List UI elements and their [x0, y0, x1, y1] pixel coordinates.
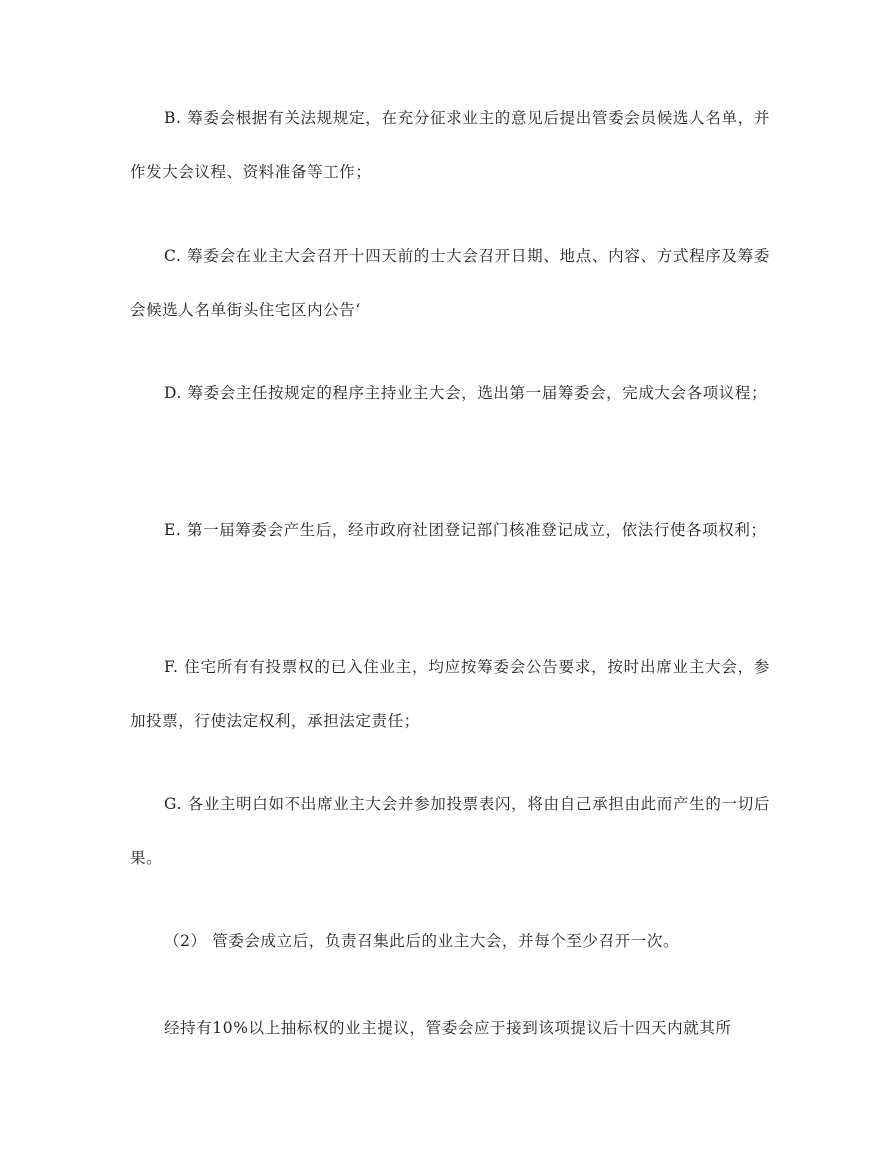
paragraph-f: F. 住宅所有有投票权的已入住业主，均应按筹委会公告要求，按时出席业主大会，参加投票，行使法定权利，承担法定责任； — [130, 658, 770, 730]
paragraph-section-2: （2） 管委会成立后，负责召集此后的业主大会，并每个至少召开一次。 — [164, 932, 680, 950]
paragraph-d: D. 筹委会主任按规定的程序主持业主大会，选出第一届筹委会，完成大会各项议程； — [164, 384, 768, 402]
paragraph-continuation: 经持有10%以上抽标权的业主提议，管委会应于接到该项提议后十四天内就其所 — [164, 1019, 732, 1037]
paragraph-g: G. 各业主明白如不出席业主大会并参加投票表闪，将由自己承担由此而产生的一切后果。 — [130, 795, 770, 867]
paragraph-e: E. 第一届筹委会产生后，经市政府社团登记部门核准登记成立，依法行使各项权利； — [164, 521, 767, 539]
paragraph-c: C. 筹委会在业主大会召开十四天前的士大会召开日期、地点、内容、方式程序及筹委会候选人名单街头住宅区内公告‘ — [130, 247, 770, 319]
paragraph-b: B. 筹委会根据有关法规规定，在充分征求业主的意见后提出管委会员候选人名单，并作发大会议程、资料准备等工作； — [130, 109, 770, 181]
